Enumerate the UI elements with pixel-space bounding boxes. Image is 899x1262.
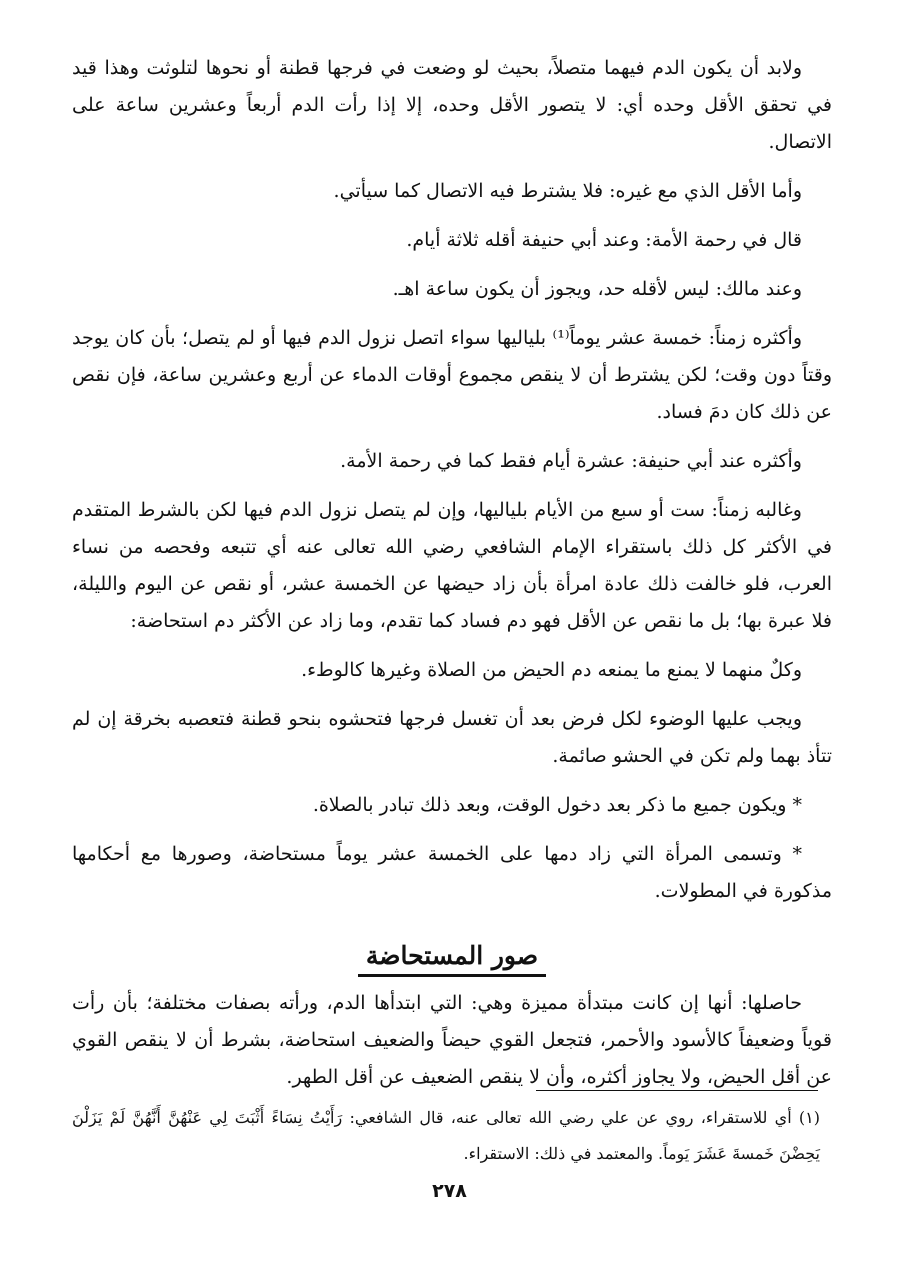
paragraph-7: وغالبه زمناً: ست أو سبع من الأيام بلياليها، وإن لم يتصل نزول الدم فيها لكن بالشرط المتقدم في الأكثر كل ذلك باستقراء الإمام الشافعي رضي الله تعالى عنه أي تتبعه وفحصه من نساء العرب، فلو خالفت ذلك عادة امرأة بأن زاد حيضها عن الخمسة عشر، أو نقص عن اليوم والليلة، فلا عبرة بها؛ بل ما نقص عن الأقل فهو دم فساد كما تقدم، وما زاد عن الأكثر دم استحاضة:: [72, 499, 832, 632]
paragraph-10: * ويكون جميع ما ذكر بعد دخول الوقت، وبعد ذلك تبادر بالصلاة.: [312, 794, 802, 816]
footnote-1: (١) أي للاستقراء، روي عن علي رضي الله تعالى عنه، قال الشافعي: رَأَيْتُ نِسَاءً أَثْبَتَ لِي عَنْهُنَّ أَنَّهُنَّ لَمْ يَزَلْنَ يَحِضْنَ خَمسةَ عَشَرَ يَوماً. والمعتمد في ذلك: الاستقراء.: [72, 1108, 820, 1163]
paragraph-11: * وتسمى المرأة التي زاد دمها على الخمسة عشر يوماً مستحاضة، وصورها مع أحكامها مذكورة في المطولات.: [72, 843, 832, 902]
section-heading-wrap: [72, 938, 832, 977]
section-heading: صور المستحاضة: [358, 938, 546, 977]
paragraph-2: وأما الأقل الذي مع غيره: فلا يشترط فيه الاتصال كما سيأتي.: [333, 180, 802, 202]
paragraph-3: قال في رحمة الأمة: وعند أبي حنيفة أقله ثلاثة أيام.: [406, 229, 802, 251]
paragraph-4: وعند مالك: ليس لأقله حد، ويجوز أن يكون ساعة اهـ.: [392, 278, 802, 300]
paragraph-1: ولابد أن يكون الدم فيهما متصلاً، بحيث لو وضعت في فرجها قطنة أو نحوها لتلوثت وهذا قيد في تحقق الأقل وحده أي: لا يتصور الأقل وحده، إلا إذا رأت الدم أربعاً وعشرين ساعة على الاتصال.: [72, 57, 832, 153]
footnotes: [72, 1100, 820, 1172]
page-body: [72, 50, 832, 1108]
paragraph-6: وأكثره عند أبي حنيفة: عشرة أيام فقط كما في رحمة الأمة.: [340, 450, 802, 472]
paragraph-9: ويجب عليها الوضوء لكل فرض بعد أن تغسل فرجها فتحشوه بنحو قطنة فتعصبه بخرقة إن لم تتأذ بهما ولم تكن في الحشو صائمة.: [72, 708, 832, 767]
footnote-divider: [536, 1090, 818, 1091]
paragraph-5: وأكثره زمناً: خمسة عشر يوماً⁽¹⁾ بلياليها سواء اتصل نزول الدم فيها أو لم يتصل؛ بأن كان يوجد وقتاً دون وقت؛ لكن يشترط أن لا ينقص مجموع أوقات الدماء عن أربع وعشرين ساعة، فإن نقص عن ذلك كان دمَ فساد.: [72, 327, 832, 423]
page-number: ٢٧٨: [432, 1180, 467, 1202]
paragraph-8: وكلٌ منهما لا يمنع ما يمنعه دم الحيض من الصلاة وغيرها كالوطء.: [301, 659, 802, 681]
section-paragraph: حاصلها: أنها إن كانت مبتدأة مميزة وهي: التي ابتدأها الدم، ورأته بصفات مختلفة؛ بأن رأت قوياً وضعيفاً كالأسود والأحمر، فتجعل القوي حيضاً والضعيف استحاضة، بشرط أن لا ينقص القوي عن أقل الحيض، ولا يجاوز أكثره، وأن لا ينقص الضعيف عن أقل الطهر.: [72, 992, 832, 1088]
